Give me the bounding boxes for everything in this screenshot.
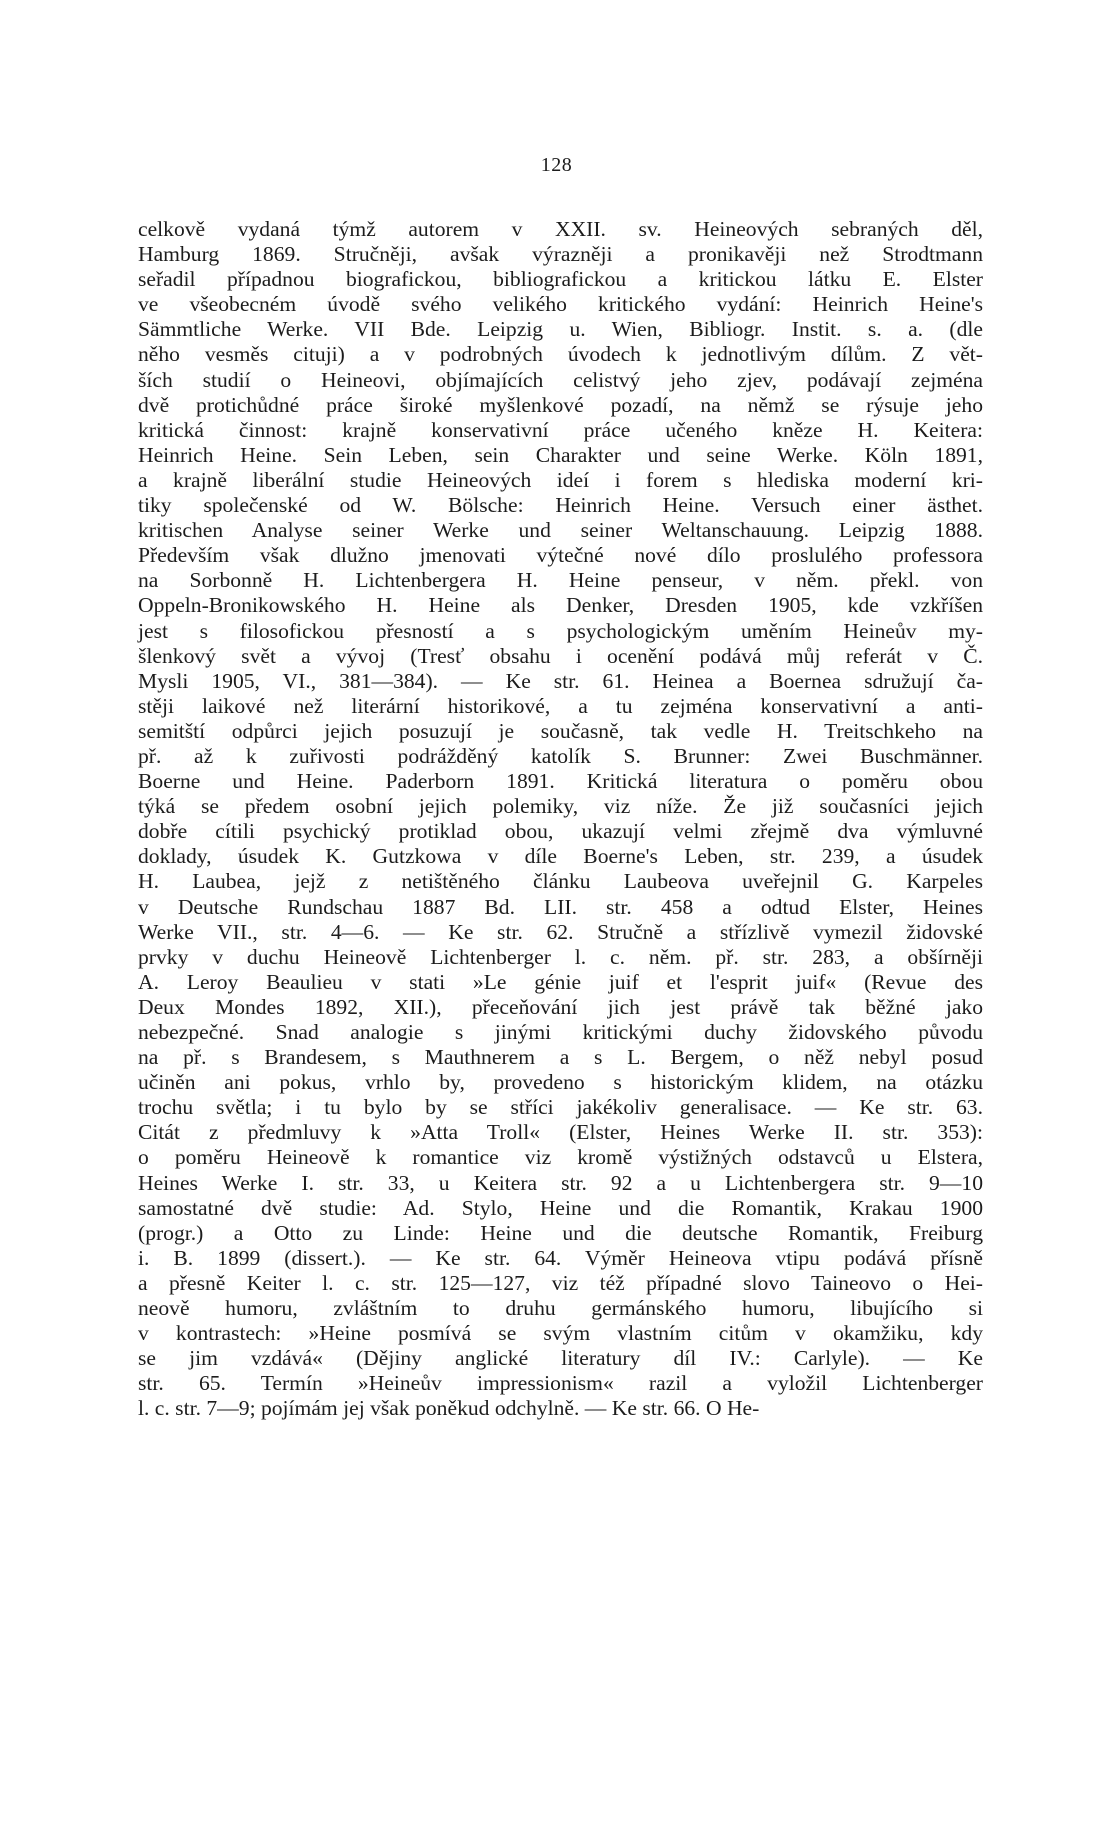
- text-line: A. Leroy Beaulieu v stati »Le génie juif et l'esprit juif« (Revue des: [138, 969, 983, 994]
- body-text: [138, 217, 983, 1422]
- text-line: nebezpečné. Snad analogie s jinými kritickými duchy židovského původu: [138, 1020, 983, 1044]
- text-line: se jim vzdává« (Dějiny anglické literatury díl IV.: Carlyle). — Ke: [138, 1346, 983, 1371]
- text-line: dobře cítili psychický protiklad obou, ukazují velmi zřejmě dva výmluvné: [138, 819, 983, 844]
- text-line: Hamburg 1869. Stručněji, avšak výrazněji a pronikavěji než Strodtmann: [138, 242, 983, 267]
- text-line: str. 65. Termín »Heineův impressionism« razil a vyložil Lichtenberger: [138, 1371, 983, 1396]
- text-line: Citát z předmluvy k »Atta Troll« (Elster, Heines Werke II. str. 353):: [138, 1120, 983, 1145]
- page-number: 128: [540, 154, 573, 176]
- text-line: celkově vydaná týmž autorem v XXII. sv. Heineových sebraných děl,: [138, 217, 983, 241]
- text-line: ších studií o Heineovi, objímajících celistvý jeho zjev, podávají zejména: [138, 367, 983, 392]
- text-line: učiněn ani pokus, vrhlo by, provedeno s historickým klidem, na otázku: [138, 1070, 983, 1095]
- text-line: (progr.) a Otto zu Linde: Heine und die deutsche Romantik, Freiburg: [138, 1220, 983, 1245]
- text-line: př. až k zuřivosti podrážděný katolík S. Brunner: Zwei Buschmänner.: [138, 743, 983, 768]
- text-line: ve všeobecném úvodě svého velikého kritického vydání: Heinrich Heine's: [138, 292, 983, 317]
- text-line: Werke VII., str. 4—6. — Ke str. 62. Stručně a střízlivě vymezil židovské: [138, 919, 983, 944]
- text-line: neově humoru, zvláštním to druhu germánského humoru, libujícího si: [138, 1296, 983, 1321]
- text-line: i. B. 1899 (dissert.). — Ke str. 64. Výměr Heineova vtipu podává přísně: [138, 1245, 983, 1270]
- text-line: Deux Mondes 1892, XII.), přeceňování jich jest právě tak běžné jako: [138, 994, 983, 1019]
- text-line: Oppeln-Bronikowského H. Heine als Denker, Dresden 1905, kde vzkříšen: [138, 593, 983, 618]
- text-line: týká se předem osobní jejich polemiky, viz níže. Že již současníci jejich: [138, 794, 983, 819]
- text-line: semitští odpůrci jejich posuzují je současně, tak vedle H. Treitschkeho na: [138, 718, 983, 743]
- text-line: jest s filosofickou přesností a s psychologickým uměním Heineův my-: [138, 618, 983, 643]
- text-line: l. c. str. 7—9; pojímám jej však poněkud odchylně. — Ke str. 66. O He-: [138, 1396, 760, 1421]
- text-line: šlenkový svět a vývoj (Tresť obsahu i ocenění podává můj referát v Č.: [138, 643, 983, 668]
- text-line: Především však dlužno jmenovati výtečné nové dílo proslulého professora: [138, 543, 983, 568]
- text-line: a přesně Keiter l. c. str. 125—127, viz též případné slovo Taineovo o Hei-: [138, 1270, 983, 1295]
- text-line: H. Laubea, jejž z netištěného článku Laubeova uveřejnil G. Karpeles: [138, 869, 983, 894]
- text-line: tiky společenské od W. Bölsche: Heinrich Heine. Versuch einer ästhet.: [138, 493, 983, 518]
- text-line: v kontrastech: »Heine posmívá se svým vlastním citům v okamžiku, kdy: [138, 1321, 983, 1346]
- text-line: kritická činnost: krajně konservativní práce učeného kněze H. Keitera:: [138, 417, 983, 442]
- text-line: v Deutsche Rundschau 1887 Bd. LII. str. 458 a odtud Elster, Heines: [138, 894, 983, 919]
- text-line: Boerne und Heine. Paderborn 1891. Kritická literatura o poměru obou: [138, 769, 983, 794]
- text-line: stěji laikové než literární historikové, a tu zejména konservativní a anti-: [138, 693, 983, 718]
- text-line: něho vesměs cituji) a v podrobných úvodech k jednotlivým dílům. Z vět-: [138, 342, 983, 367]
- text-line: kritischen Analyse seiner Werke und seiner Weltanschauung. Leipzig 1888.: [138, 518, 983, 543]
- text-line: dvě protichůdné práce široké myšlenkové pozadí, na němž se rýsuje jeho: [138, 392, 983, 417]
- text-line: na Sorbonně H. Lichtenbergera H. Heine penseur, v něm. překl. von: [138, 568, 983, 593]
- text-line: seřadil případnou biografickou, bibliografickou a kritickou látku E. Elster: [138, 267, 983, 292]
- text-line: Mysli 1905, VI., 381—384). — Ke str. 61. Heinea a Boernea sdružují ča-: [138, 668, 983, 693]
- text-line: o poměru Heineově k romantice viz kromě výstižných odstavců u Elstera,: [138, 1145, 983, 1170]
- text-line: prvky v duchu Heineově Lichtenberger l. c. něm. př. str. 283, a obšírněji: [138, 944, 983, 969]
- text-line: Heines Werke I. str. 33, u Keitera str. 92 a u Lichtenbergera str. 9—10: [138, 1170, 983, 1195]
- text-line: doklady, úsudek K. Gutzkowa v díle Boerne's Leben, str. 239, a úsudek: [138, 844, 983, 869]
- text-line: a krajně liberální studie Heineových ideí i forem s hlediska moderní kri-: [138, 467, 983, 492]
- text-line: Heinrich Heine. Sein Leben, sein Charakter und seine Werke. Köln 1891,: [138, 442, 983, 467]
- text-line: samostatné dvě studie: Ad. Stylo, Heine und die Romantik, Krakau 1900: [138, 1195, 983, 1220]
- text-line: Sämmtliche Werke. VII Bde. Leipzig u. Wien, Bibliogr. Instit. s. a. (dle: [138, 317, 983, 342]
- text-line: na př. s Brandesem, s Mauthnerem a s L. Bergem, o něž nebyl posud: [138, 1045, 983, 1070]
- text-line: trochu světla; i tu bylo by se stříci jakékoliv generalisace. — Ke str. 63.: [138, 1095, 983, 1120]
